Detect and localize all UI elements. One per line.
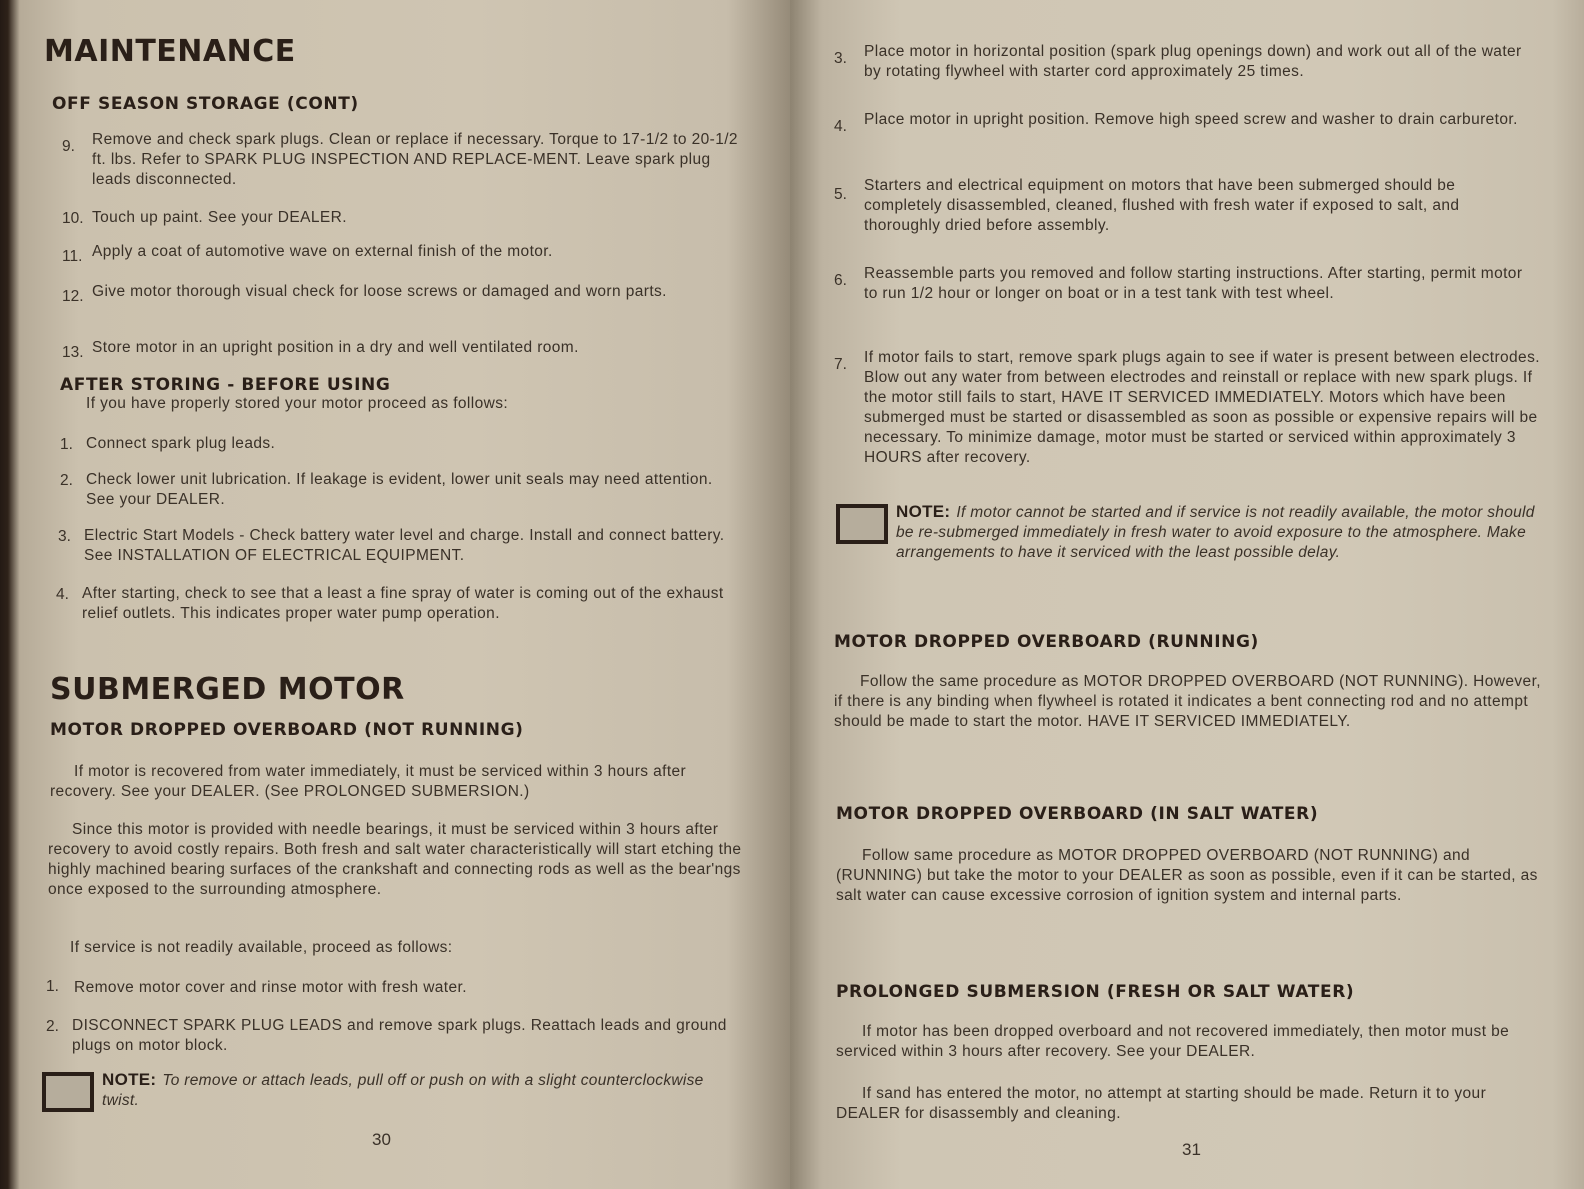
paragraph: If service is not readily available, proceed as follows:	[70, 939, 453, 956]
item-number: 11.	[62, 248, 83, 265]
off-season-storage-subheading: OFF SEASON STORAGE (CONT)	[52, 94, 359, 114]
list-item: DISCONNECT SPARK PLUG LEADS and remove spark plugs. Reattach leads and ground plugs on motor block.	[72, 1017, 727, 1054]
salt-water-subheading: MOTOR DROPPED OVERBOARD (IN SALT WATER)	[836, 804, 1319, 824]
prolonged-submersion-subheading: PROLONGED SUBMERSION (FRESH OR SALT WATER)	[836, 982, 1355, 1002]
paragraph: If sand has entered the motor, no attempt at starting should be made. Return it to your DEALER for disassembly and cleaning.	[836, 1085, 1487, 1122]
item-number: 9.	[62, 138, 75, 155]
list-item: Starters and electrical equipment on motors that have been submerged should be completely disassembled, cleaned, flushed with fresh water if exposed to salt, and thoroughly dried before assembly.	[864, 177, 1460, 234]
running-subheading: MOTOR DROPPED OVERBOARD (RUNNING)	[834, 632, 1259, 652]
item-number: 6.	[834, 272, 847, 289]
note-box-icon	[836, 504, 888, 544]
list-item: Touch up paint. See your DEALER.	[92, 209, 347, 226]
paragraph: Follow same procedure as MOTOR DROPPED OVERBOARD (NOT RUNNING) and (RUNNING) but take the motor to your DEALER as soon as possible, even if it can be started, as salt water can cause excessive corrosion of ignition system and internal parts.	[836, 847, 1538, 904]
list-item: If motor fails to start, remove spark plugs again to see if water is present between electrodes. Blow out any water from between electrodes and reinstall or replace with new spark plugs. If the motor still fails to start, HAVE IT SERVICED IMMEDIATELY. Motors which have been submerged must be started or disassembled as soon as possible or expensive repairs will be necessary. To minimize damage, motor must be started or serviced within approximately 3 HOURS after recovery.	[864, 349, 1540, 466]
list-item: After starting, check to see that a least a fine spray of water is coming out of the exhaust relief outlets. This indicates proper water pump operation.	[82, 585, 724, 622]
maintenance-heading: MAINTENANCE	[44, 34, 296, 69]
note-label: NOTE:	[896, 502, 951, 521]
item-number: 3.	[58, 528, 71, 545]
note-body: If motor cannot be started and if service is not readily available, the motor should be re-submerged immediately in fresh water to avoid exposure to the atmosphere. Make arrangements to have it serviced with the least possible delay.	[896, 504, 1535, 561]
note-label: NOTE:	[102, 1070, 157, 1089]
paragraph: If motor has been dropped overboard and not recovered immediately, then motor must be serviced within 3 hours after recovery. See your DEALER.	[836, 1023, 1510, 1060]
list-item: Store motor in an upright position in a dry and well ventilated room.	[92, 339, 579, 356]
list-item: Reassemble parts you removed and follow starting instructions. After starting, permit motor to run 1/2 hour or longer on boat or in a test tank with test wheel.	[864, 265, 1523, 302]
note-text	[102, 1070, 744, 1111]
after-storing-subheading: AFTER STORING - BEFORE USING	[60, 375, 391, 395]
item-number: 13.	[62, 344, 84, 361]
paragraph: Follow the same procedure as MOTOR DROPPED OVERBOARD (NOT RUNNING). However, if there is any binding when flywheel is rotated it indicates a bent connecting rod and no attempt should be made to start the motor. HAVE IT SERVICED IMMEDIATELY.	[834, 673, 1541, 730]
item-number: 4.	[834, 118, 847, 135]
list-item: Check lower unit lubrication. If leakage is evident, lower unit seals may need attention. See your DEALER.	[86, 471, 713, 508]
item-number: 5.	[834, 186, 847, 203]
item-number: 2.	[60, 472, 73, 489]
right-page	[790, 0, 1584, 1189]
list-item: Apply a coat of automotive wave on external finish of the motor.	[92, 243, 553, 260]
submerged-motor-heading: SUBMERGED MOTOR	[50, 672, 405, 707]
left-page	[0, 0, 790, 1189]
page-number: 31	[1182, 1140, 1201, 1159]
item-number: 3.	[834, 50, 847, 67]
note-box-icon	[42, 1072, 94, 1112]
item-number: 1.	[60, 436, 73, 453]
paragraph: If motor is recovered from water immediately, it must be serviced within 3 hours after recovery. See your DEALER. (See PROLONGED SUBMERSION.)	[50, 763, 687, 800]
list-item: Remove and check spark plugs. Clean or replace if necessary. Torque to 17-1/2 to 20-1/2 ft. lbs. Refer to SPARK PLUG INSPECTION AND REPLACE-MENT. Leave spark plug leads disconnected.	[92, 131, 738, 188]
list-item: Place motor in upright position. Remove high speed screw and washer to drain carburetor.	[864, 111, 1518, 128]
item-number: 4.	[56, 586, 69, 603]
list-item: Electric Start Models - Check battery water level and charge. Install and connect battery. See INSTALLATION OF ELECTRICAL EQUIPMENT.	[84, 527, 725, 564]
item-number: 7.	[834, 356, 847, 373]
item-number: 10.	[62, 210, 84, 227]
list-item: Connect spark plug leads.	[86, 435, 276, 452]
item-number: 2.	[46, 1018, 59, 1035]
note-body: To remove or attach leads, pull off or push on with a slight counterclockwise twist.	[102, 1072, 704, 1109]
list-item: Place motor in horizontal position (spark plug openings down) and work out all of the water by rotating flywheel with starter cord approximately 25 times.	[864, 43, 1522, 80]
paragraph: Since this motor is provided with needle bearings, it must be serviced within 3 hours after recovery to avoid costly repairs. Both fresh and salt water characteristically will start etching the highly machined bearing surfaces of the crankshaft and connecting rods as well as the bear'ngs once exposed to the surrounding atmosphere.	[48, 821, 742, 898]
not-running-subheading: MOTOR DROPPED OVERBOARD (NOT RUNNING)	[50, 720, 524, 740]
list-item: Remove motor cover and rinse motor with fresh water.	[74, 979, 467, 996]
item-number: 1.	[46, 978, 59, 995]
note-block	[836, 502, 1548, 563]
after-storing-intro: If you have properly stored your motor proceed as follows:	[86, 395, 509, 412]
note-block	[42, 1070, 744, 1112]
note-text	[896, 502, 1548, 563]
list-item: Give motor thorough visual check for loose screws or damaged and worn parts.	[92, 283, 667, 300]
page-number: 30	[372, 1130, 391, 1149]
item-number: 12.	[62, 288, 84, 305]
